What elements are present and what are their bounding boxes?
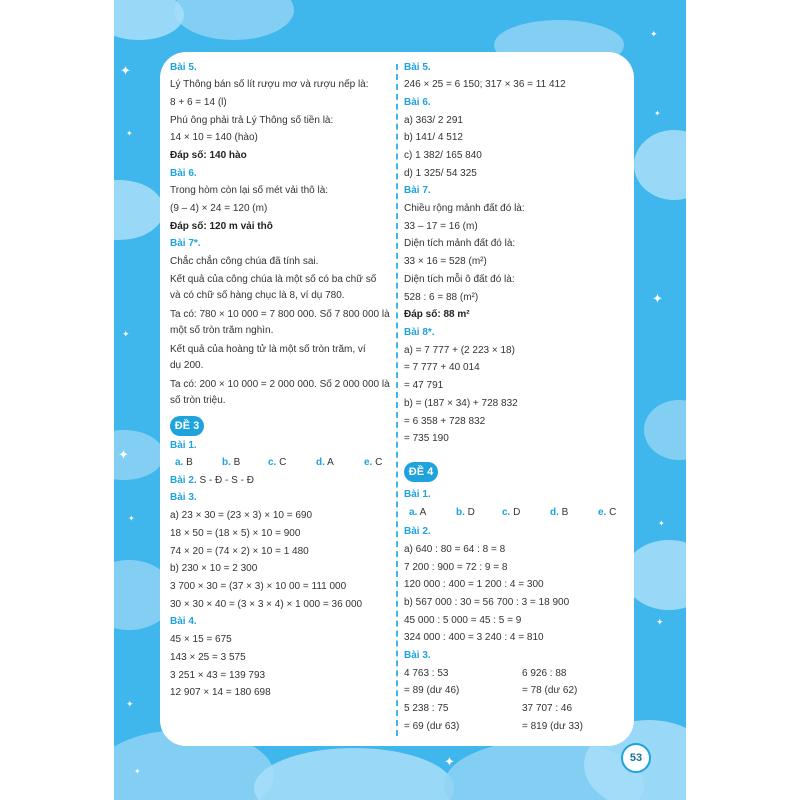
- star-icon: ✦: [650, 29, 658, 39]
- star-icon: ✦: [118, 447, 129, 462]
- test-badge-de4: ĐỀ 4: [404, 462, 438, 482]
- choice-item: c. D: [502, 507, 521, 518]
- solution-line: = 819 (dư 33): [522, 721, 583, 732]
- solution-line: = 7 777 + 40 014: [404, 362, 480, 373]
- solution-line: 8 + 6 = 14 (l): [170, 97, 227, 108]
- solution-line: 120 000 : 400 = 1 200 : 4 = 300: [404, 579, 544, 590]
- solution-line: Trong hòm còn lại số mét vải thô là:: [170, 185, 329, 196]
- star-icon: ✦: [120, 63, 131, 78]
- solution-line: Phú ông phải trả Lý Thông số tiền là:: [170, 115, 334, 126]
- solution-line: d) 1 325/ 54 325: [404, 168, 477, 179]
- solution-line: Kết quả của công chúa là một số có ba chữ số: [170, 274, 377, 285]
- star-icon: ✦: [126, 699, 134, 709]
- solution-line: 74 × 20 = (74 × 2) × 10 = 1 480: [170, 546, 309, 557]
- solution-line: 3 251 × 43 = 139 793: [170, 670, 266, 681]
- star-icon: ✦: [444, 754, 455, 769]
- exercise-title: Bài 5.: [404, 62, 431, 73]
- solution-line: 30 × 30 × 40 = (3 × 3 × 4) × 1 000 = 36 000: [170, 599, 363, 610]
- solution-line: 246 × 25 = 6 150; 317 × 36 = 11 412: [404, 79, 566, 90]
- solution-line: 6 926 : 88: [522, 668, 567, 679]
- solution-line: 4 763 : 53: [404, 668, 449, 679]
- solution-line: c) 1 382/ 165 840: [404, 150, 482, 161]
- star-icon: ✦: [128, 514, 135, 523]
- exercise-title: Bài 7*.: [170, 238, 201, 249]
- solution-line: Bài 2. S - Đ - S - Đ: [170, 475, 254, 486]
- exercise-title: Bài 2.: [404, 526, 431, 537]
- solution-line: 33 – 17 = 16 (m): [404, 221, 478, 232]
- exercise-title: Bài 3.: [404, 650, 431, 661]
- final-answer: Đáp số: 88 m²: [404, 309, 470, 320]
- star-icon: ✦: [652, 291, 663, 306]
- column-divider: [396, 64, 398, 736]
- solution-line: 3 700 × 30 = (37 × 3) × 10 00 = 111 000: [170, 581, 347, 592]
- solution-line: 5 238 : 75: [404, 703, 449, 714]
- solution-line: = 6 358 + 728 832: [404, 416, 486, 427]
- solution-line: 12 907 × 14 = 180 698: [170, 687, 271, 698]
- choice-item: a. B: [175, 457, 193, 468]
- solution-line: = 89 (dư 46): [404, 685, 460, 696]
- test-badge-de3: ĐỀ 3: [170, 416, 204, 436]
- cloud-decoration: [114, 0, 184, 40]
- solution-line: = 47 791: [404, 380, 444, 391]
- choice-item: d. B: [550, 507, 569, 518]
- solution-line: 45 000 : 5 000 = 45 : 5 = 9: [404, 615, 522, 626]
- final-answer: Đáp số: 140 hào: [170, 150, 247, 161]
- cloud-decoration: [114, 180, 164, 240]
- exercise-title: Bài 8*.: [404, 327, 435, 338]
- solution-line: dụ 200.: [170, 360, 204, 371]
- solution-line: a) 363/ 2 291: [404, 115, 463, 126]
- choice-item: e. C: [364, 457, 383, 468]
- solution-line: 33 × 16 = 528 (m²): [404, 256, 487, 267]
- answer-card: [160, 52, 634, 746]
- exercise-title: Bài 7.: [404, 185, 431, 196]
- solution-line: = 69 (dư 63): [404, 721, 460, 732]
- solution-line: một số tròn trăm nghìn.: [170, 325, 274, 336]
- exercise-title: Bài 3.: [170, 492, 197, 503]
- solution-line: Diện tích mỗi ô đất đó là:: [404, 274, 515, 285]
- solution-line: Kết quả của hoàng tử là một số tròn trăm, ví: [170, 344, 366, 355]
- exercise-title: Bài 6.: [170, 168, 197, 179]
- solution-line: b) = (187 × 34) + 728 832: [404, 398, 518, 409]
- final-answer: Đáp số: 120 m vải thô: [170, 221, 273, 232]
- solution-line: 324 000 : 400 = 3 240 : 4 = 810: [404, 632, 544, 643]
- solution-line: 143 × 25 = 3 575: [170, 652, 246, 663]
- star-icon: ✦: [134, 767, 141, 776]
- solution-line: Chiều rộng mảnh đất đó là:: [404, 203, 525, 214]
- star-icon: ✦: [122, 329, 130, 339]
- choice-item: e. C: [598, 507, 617, 518]
- choice-item: b. B: [222, 457, 241, 468]
- solution-line: = 78 (dư 62): [522, 685, 578, 696]
- solution-line: Ta có: 780 × 10 000 = 7 800 000. Số 7 800 000 là: [170, 309, 390, 320]
- choice-item: d. A: [316, 457, 334, 468]
- choice-answers: [170, 457, 392, 469]
- star-icon: ✦: [654, 109, 661, 118]
- choice-item: c. C: [268, 457, 287, 468]
- exercise-title: Bài 6.: [404, 97, 431, 108]
- solution-line: b) 230 × 10 = 2 300: [170, 563, 258, 574]
- page-number: 53: [621, 743, 651, 773]
- solution-line: Ta có: 200 × 10 000 = 2 000 000. Số 2 000 000 là: [170, 379, 390, 390]
- solution-line: a) = 7 777 + (2 223 × 18): [404, 345, 515, 356]
- star-icon: ✦: [126, 129, 133, 138]
- solution-line: = 735 190: [404, 433, 449, 444]
- solution-line: a) 23 × 30 = (23 × 3) × 10 = 690: [170, 510, 313, 521]
- solution-line: b) 567 000 : 30 = 56 700 : 3 = 18 900: [404, 597, 570, 608]
- cloud-decoration: [644, 400, 686, 460]
- solution-line: a) 640 : 80 = 64 : 8 = 8: [404, 544, 506, 555]
- star-icon: ✦: [656, 617, 664, 627]
- solution-line: b) 141/ 4 512: [404, 132, 463, 143]
- solution-line: Lý Thông bán số lít rượu mơ và rượu nếp là:: [170, 79, 369, 90]
- solution-line: 14 × 10 = 140 (hào): [170, 132, 258, 143]
- cloud-decoration: [634, 130, 686, 200]
- exercise-title: Bài 1.: [170, 440, 197, 451]
- choice-item: a. A: [409, 507, 427, 518]
- solution-line: (9 – 4) × 24 = 120 (m): [170, 203, 268, 214]
- choice-item: b. D: [456, 507, 475, 518]
- cloud-decoration: [254, 748, 454, 800]
- choice-answers: [404, 507, 626, 519]
- solution-line: 45 × 15 = 675: [170, 634, 232, 645]
- solution-line: 37 707 : 46: [522, 703, 573, 714]
- exercise-title: Bài 5.: [170, 62, 197, 73]
- exercise-title: Bài 1.: [404, 489, 431, 500]
- solution-line: Diện tích mảnh đất đó là:: [404, 238, 516, 249]
- exercise-title: Bài 4.: [170, 616, 197, 627]
- solution-line: Chắc chắn công chúa đã tính sai.: [170, 256, 319, 267]
- star-icon: ✦: [658, 519, 665, 528]
- solution-line: 528 : 6 = 88 (m²): [404, 292, 479, 303]
- solution-line: số tròn triệu.: [170, 395, 226, 406]
- cloud-decoration: [174, 0, 294, 40]
- solution-line: 18 × 50 = (18 × 5) × 10 = 900: [170, 528, 301, 539]
- solution-line: 7 200 : 900 = 72 : 9 = 8: [404, 562, 508, 573]
- solution-line: và có chữ số hàng chục là 8, ví dụ 780.: [170, 290, 345, 301]
